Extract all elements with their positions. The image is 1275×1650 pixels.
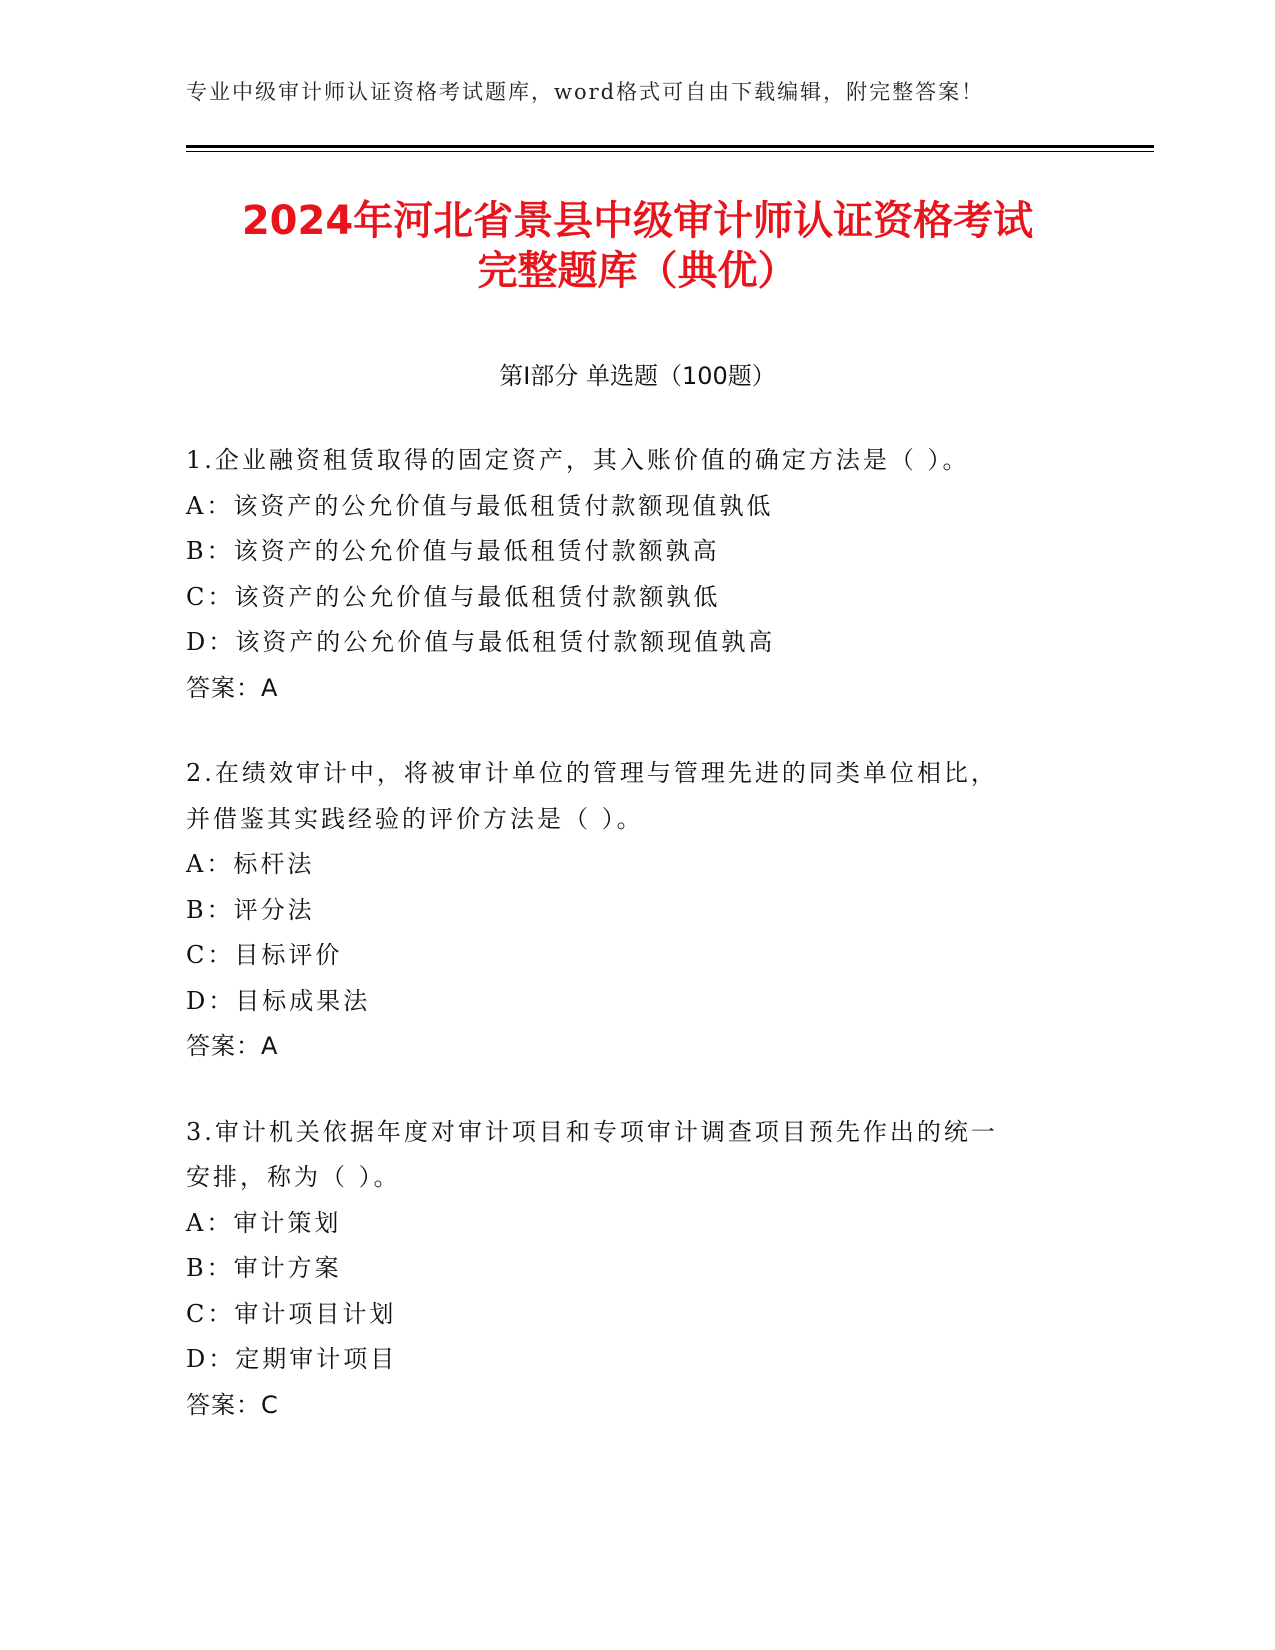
answer: 答案：C [186, 1390, 279, 1419]
question-stem-continued: 并借鉴其实践经验的评价方法是（ ）。 [186, 804, 644, 833]
option-d: D：目标成果法 [186, 986, 371, 1015]
option-c: C：审计项目计划 [186, 1299, 397, 1328]
title-line-1: 2024年河北省景县中级审计师认证资格考试 [241, 198, 1034, 244]
option-b: B：该资产的公允价值与最低租赁付款额孰高 [186, 537, 720, 565]
title-line-2: 完整题库（典优） [477, 248, 798, 294]
option-d: D：定期审计项目 [186, 1345, 398, 1373]
header-rule-thick [186, 145, 1154, 148]
question-3 [186, 1110, 1066, 1429]
option-a: A：标杆法 [186, 850, 315, 878]
header-note: 专业中级审计师认证资格考试题库，word格式可自由下载编辑，附完整答案！ [186, 80, 985, 104]
question-stem: 1.企业融资租赁取得的固定资产，其入账价值的确定方法是（ ）。 [186, 446, 970, 474]
question-stem-continued: 安排，称为（ ）。 [186, 1163, 401, 1191]
header-rule-thin [186, 151, 1154, 152]
document-title [0, 196, 1275, 296]
option-c: C：目标评价 [186, 941, 343, 969]
question-list [186, 438, 1066, 1468]
option-b: B：审计方案 [186, 1254, 342, 1282]
option-d: D：该资产的公允价值与最低租赁付款额现值孰高 [186, 628, 776, 656]
answer: 答案：A [186, 673, 279, 702]
question-stem: 2.在绩效审计中，将被审计单位的管理与管理先进的同类单位相比， [186, 759, 998, 787]
answer: 答案：A [186, 1032, 279, 1060]
option-a: A：该资产的公允价值与最低租赁付款额现值孰低 [186, 491, 774, 520]
option-b: B：评分法 [186, 895, 315, 924]
question-stem: 3.审计机关依据年度对审计项目和专项审计调查项目预先作出的统一 [186, 1117, 998, 1146]
question-1 [186, 438, 1066, 711]
option-a: A：审计策划 [186, 1208, 342, 1237]
question-2 [186, 751, 1066, 1070]
option-c: C：该资产的公允价值与最低租赁付款额孰低 [186, 582, 721, 611]
section-title: 第Ⅰ部分 单选题（100题） [499, 362, 776, 390]
